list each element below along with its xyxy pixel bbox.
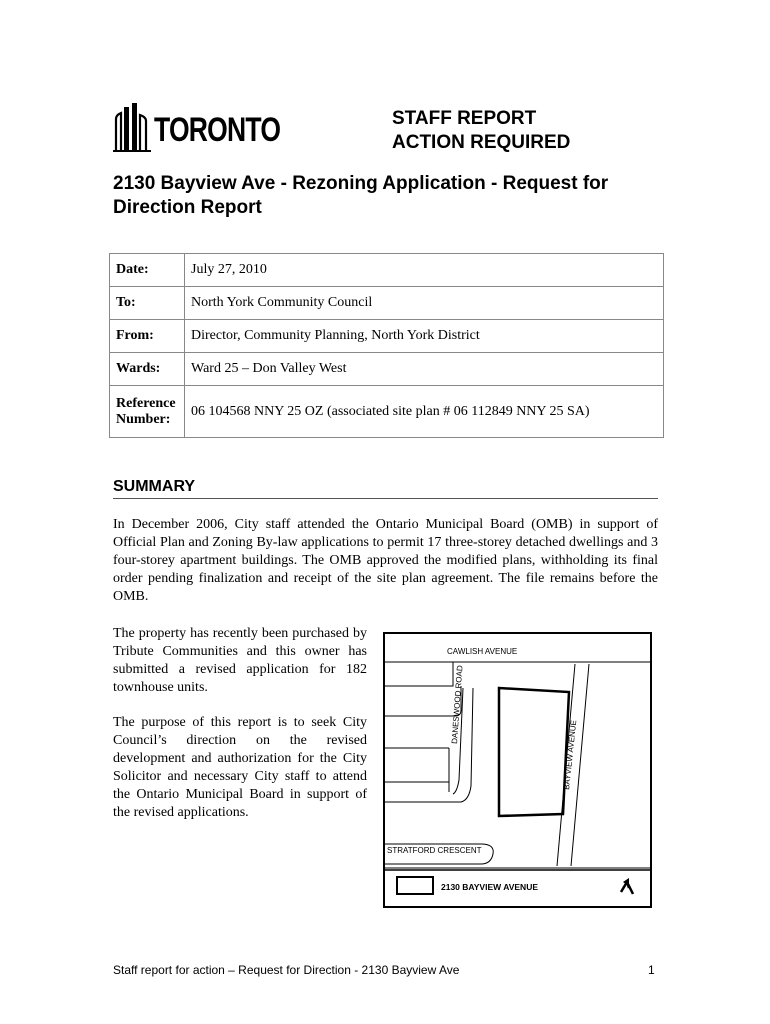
report-type [392, 107, 570, 155]
wards-label: Wards: [110, 353, 185, 386]
report-info-table [109, 253, 664, 438]
wards-value: Ward 25 – Don Valley West [185, 353, 664, 386]
summary-heading: SUMMARY [113, 478, 658, 499]
summary-paragraph-2: The property has recently been purchased by Tribute Communities and this owner has submitted a revised application for 182 townhouse units. [113, 626, 367, 695]
from-label: From: [110, 320, 185, 353]
summary-paragraph-1: In December 2006, City staff attended the Ontario Municipal Board (OMB) in support of Official Plan and Zoning By-law applications to permit 17 three-storey detached dwellings and 3 four-storey apartment buildings. The OMB approved the modified plans, withholding its final order pending finalization and receipt of the site plan agreement. The file remains before the OMB. [113, 517, 658, 604]
reference-value: 06 104568 NNY 25 OZ (associated site plan # 06 112849 NNY 25 SA) [185, 386, 664, 438]
street-label-east: BAYVIEW AVENUE [562, 719, 579, 791]
summary-paragraph-3: The purpose of this report is to seek City Council’s direction on the revised development and authorization for the City Solicitor and necessary City staff to attend the Ontario Municipal Board in support of the revised applications. [113, 715, 367, 820]
report-type-line2: ACTION REQUIRED [392, 132, 571, 153]
toronto-logo [113, 103, 281, 155]
document-title: 2130 Bayview Ave - Rezoning Application - Request for Direction Report [113, 173, 609, 218]
to-value: North York Community Council [185, 287, 664, 320]
reference-label-line2: Number: [116, 411, 171, 427]
street-label-north: CAWLISH AVENUE [447, 647, 518, 656]
city-hall-icon [113, 103, 153, 153]
table-row [110, 254, 664, 287]
date-value: July 27, 2010 [185, 254, 664, 287]
reference-label-line1: Reference [116, 395, 176, 411]
table-row [110, 353, 664, 386]
map-frame [384, 633, 651, 907]
report-type-line1: STAFF REPORT [392, 108, 537, 129]
to-label: To: [110, 287, 185, 320]
logo-wordmark: TORONTO [154, 111, 281, 149]
reference-label [110, 386, 185, 438]
location-map [383, 632, 652, 908]
table-row [110, 320, 664, 353]
street-label-south: STRATFORD CRESCENT [387, 846, 482, 855]
legend-label: 2130 BAYVIEW AVENUE [441, 882, 538, 892]
footer-text: Staff report for action – Request for Direction - 2130 Bayview Ave [113, 963, 460, 977]
street-label-west: DANESWOOD ROAD [450, 665, 465, 745]
page-number: 1 [648, 963, 655, 977]
table-row [110, 386, 664, 438]
date-label: Date: [110, 254, 185, 287]
from-value: Director, Community Planning, North York District [185, 320, 664, 353]
table-row [110, 287, 664, 320]
